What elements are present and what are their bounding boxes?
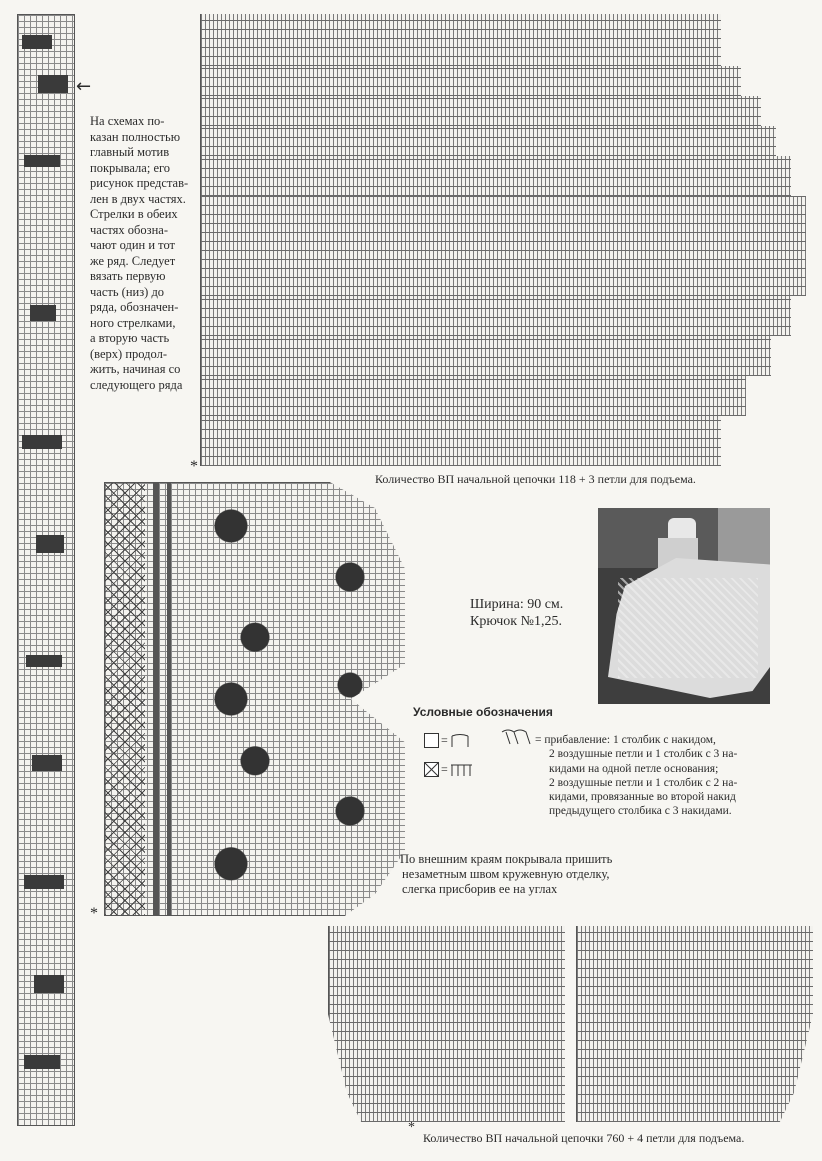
row-marker-arrow: ← — [76, 76, 92, 97]
bottom-stitch-chart-right — [576, 926, 813, 1122]
side-note-line: ного стрелками, — [90, 315, 176, 330]
side-note-line: Стрелки в обеих — [90, 207, 178, 221]
side-note-line: частях обозна- — [90, 222, 169, 237]
side-note-line: чают один и тот — [90, 238, 176, 252]
side-note-line: а вторую часть — [90, 331, 170, 345]
top-stitch-chart — [200, 14, 810, 466]
empty-cell-icon — [424, 733, 439, 748]
edging-note-line: По внешним краям покрывала пришить — [400, 852, 613, 866]
side-note-line: вязать первую — [90, 269, 166, 283]
side-note-line: главный мотив — [90, 145, 170, 159]
side-note-line: казан полностью — [90, 129, 181, 144]
increase-legend-text — [535, 733, 737, 819]
side-note-line: покрывала; его — [90, 160, 171, 175]
edging-note — [400, 852, 612, 897]
legend-eq: = — [441, 762, 448, 776]
legend-line: = прибавление: 1 столбик с накидом, — [535, 734, 716, 746]
left-filet-strip-chart — [17, 14, 75, 1126]
bedspread-photo — [598, 508, 770, 704]
solid-block-stitch-icon — [450, 763, 476, 777]
legend-filled-cell — [424, 762, 476, 777]
hook-spec: Крючок №1,25. — [470, 614, 562, 629]
side-note-line: жить, начиная со — [90, 362, 181, 376]
edging-note-line: слегка присборив ее на углах — [402, 882, 558, 896]
start-asterisk: * — [190, 458, 198, 475]
start-asterisk: * — [90, 905, 98, 922]
bottom-stitch-chart-left — [328, 926, 565, 1122]
bottom-chart-caption: Количество ВП начальной цепочки 760 + 4 петли для подъема. — [423, 1131, 745, 1145]
top-chart-caption: Количество ВП начальной цепочки 118 + 3 петли для подъема. — [375, 472, 696, 486]
legend-title: Условные обозначения — [413, 705, 553, 719]
open-mesh-stitch-icon — [450, 734, 472, 748]
side-note-line: лен в двух частях. — [90, 191, 186, 206]
legend-eq: = — [441, 733, 448, 747]
start-asterisk: * — [408, 1120, 415, 1135]
legend-empty-cell — [424, 733, 472, 748]
specs — [470, 596, 563, 630]
side-note-line: ряда, обозначен- — [90, 300, 179, 314]
legend-line: 2 воздушные петли и 1 столбик с 3 на- — [549, 748, 738, 761]
side-note-line: (верх) продол- — [90, 346, 168, 361]
width-spec: Ширина: 90 см. — [470, 597, 564, 612]
middle-filet-chart — [104, 482, 405, 916]
legend-line: предыдущего столбика с 3 накидами. — [549, 805, 732, 818]
side-note-line: же ряд. Следует — [90, 253, 176, 268]
side-note — [90, 114, 200, 393]
legend-line: кидами на одной петле основания; — [549, 762, 719, 775]
legend-line: 2 воздушные петли и 1 столбик с 2 на- — [549, 776, 738, 789]
legend-line: кидами, провязанные во второй накид — [549, 791, 736, 804]
edging-note-line: незаметным швом кружевную отделку, — [402, 867, 610, 881]
side-note-line: На схемах по- — [90, 114, 165, 128]
filled-cell-icon — [424, 762, 439, 777]
side-note-line: часть (низ) до — [90, 284, 165, 299]
increase-stitch-icon — [500, 728, 534, 748]
side-note-line: следующего ряда — [90, 377, 183, 392]
side-note-line: рисунок представ- — [90, 176, 189, 190]
